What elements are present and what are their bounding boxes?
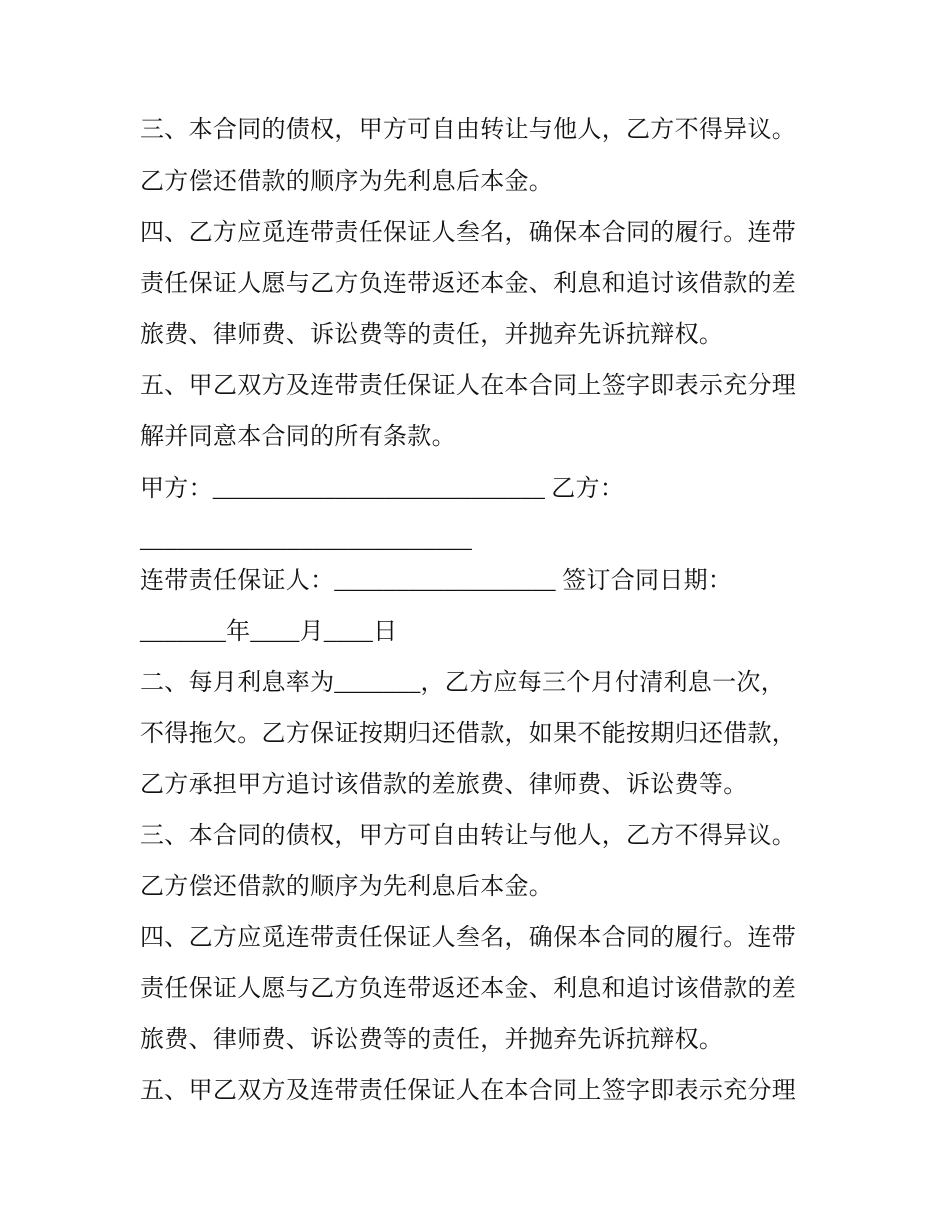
clause-2-line-1: 二、每月利息率为_______，乙方应每三个月付清利息一次， [140, 670, 785, 696]
clause-4-line-3: 旅费、律师费、诉讼费等的责任，并抛弃先诉抗辩权。 [140, 322, 724, 348]
clause-4-line-1: 四、乙方应觅连带责任保证人叁名，确保本合同的履行。连带 [140, 220, 797, 246]
clause-3-repeat-line-1: 三、本合同的债权，甲方可自由转让与他人，乙方不得异议。 [140, 823, 797, 849]
clause-4-repeat-line-3: 旅费、律师费、诉讼费等的责任，并抛弃先诉抗辩权。 [140, 1027, 724, 1053]
clause-3-line-2: 乙方偿还借款的顺序为先利息后本金。 [140, 169, 554, 195]
clause-4-line-2: 责任保证人愿与乙方负连带返还本金、利息和追讨该借款的差 [140, 271, 797, 297]
signature-party-b-blank: ___________________________ [140, 527, 473, 553]
signing-date-blank: _______年____月____日 [140, 619, 398, 645]
clause-3-repeat-line-2: 乙方偿还借款的顺序为先利息后本金。 [140, 874, 554, 900]
clause-3-line-1: 三、本合同的债权，甲方可自由转让与他人，乙方不得异议。 [140, 117, 797, 143]
clause-5-line-1: 五、甲乙双方及连带责任保证人在本合同上签字即表示充分理 [140, 373, 797, 399]
clause-2-line-3: 乙方承担甲方追讨该借款的差旅费、律师费、诉讼费等。 [140, 772, 748, 798]
clause-2-line-2: 不得拖欠。乙方保证按期归还借款，如果不能按期归还借款， [140, 721, 797, 747]
clause-4-repeat-line-1: 四、乙方应觅连带责任保证人叁名，确保本合同的履行。连带 [140, 925, 797, 951]
signature-party-a-b-line: 甲方：___________________________ 乙方： [140, 476, 625, 502]
guarantor-and-date-line: 连带责任保证人：__________________ 签订合同日期： [140, 568, 733, 594]
clause-5-line-2: 解并同意本合同的所有条款。 [140, 424, 456, 450]
clause-4-repeat-line-2: 责任保证人愿与乙方负连带返还本金、利息和追讨该借款的差 [140, 976, 797, 1002]
clause-5-repeat-line-1: 五、甲乙双方及连带责任保证人在本合同上签字即表示充分理 [140, 1078, 797, 1104]
